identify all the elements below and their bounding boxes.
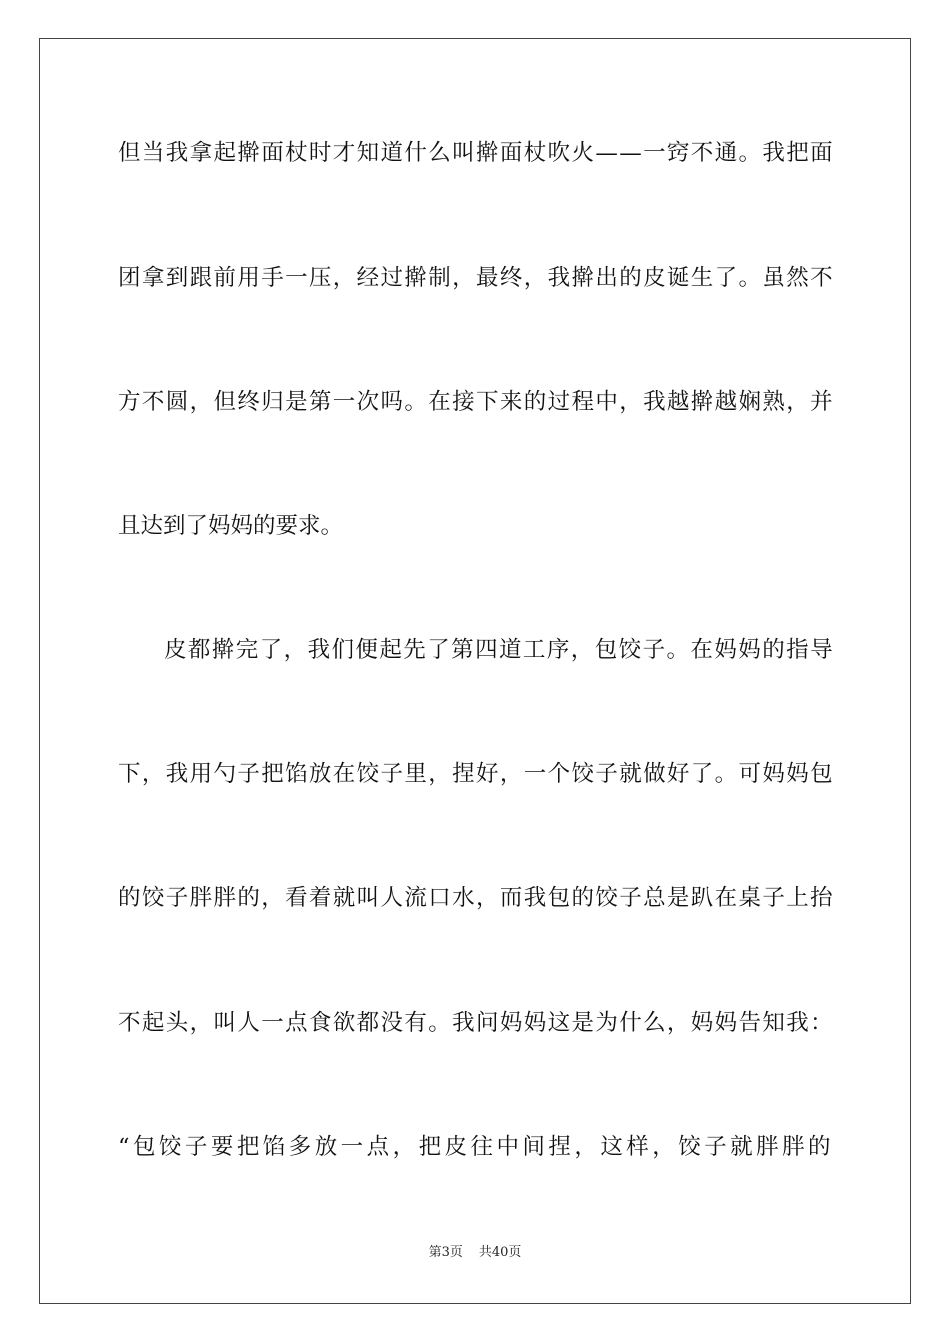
page-number: 第3页 bbox=[428, 1245, 463, 1260]
text-line: 下，我用勺子把馅放在饺子里，捏好，一个饺子就做好了。可妈妈包 bbox=[118, 761, 835, 787]
text-line: 方不圆，但终归是第一次吗。在接下来的过程中，我越擀越娴熟，并 bbox=[118, 389, 835, 415]
text-line: “包饺子要把馅多放一点，把皮往中间捏，这样，饺子就胖胖的 bbox=[118, 1134, 835, 1160]
text-line: 皮都擀完了，我们便起先了第四道工序，包饺子。在妈妈的指导 bbox=[164, 637, 835, 663]
text-line: 团拿到跟前用手一压，经过擀制，最终，我擀出的皮诞生了。虽然不 bbox=[118, 265, 835, 291]
text-line: 但当我拿起擀面杖时才知道什么叫擀面杖吹火——一窍不通。我把面 bbox=[118, 140, 835, 166]
text-line: 的饺子胖胖的，看着就叫人流口水，而我包的饺子总是趴在桌子上抬 bbox=[118, 885, 835, 911]
text-line: 且达到了妈妈的要求。 bbox=[118, 513, 344, 539]
page-total: 共40页 bbox=[478, 1245, 522, 1260]
page-border bbox=[39, 38, 911, 1304]
text-line: 不起头，叫人一点食欲都没有。我问妈妈这是为什么，妈妈告知我： bbox=[118, 1010, 835, 1036]
page-footer bbox=[0, 1244, 950, 1262]
